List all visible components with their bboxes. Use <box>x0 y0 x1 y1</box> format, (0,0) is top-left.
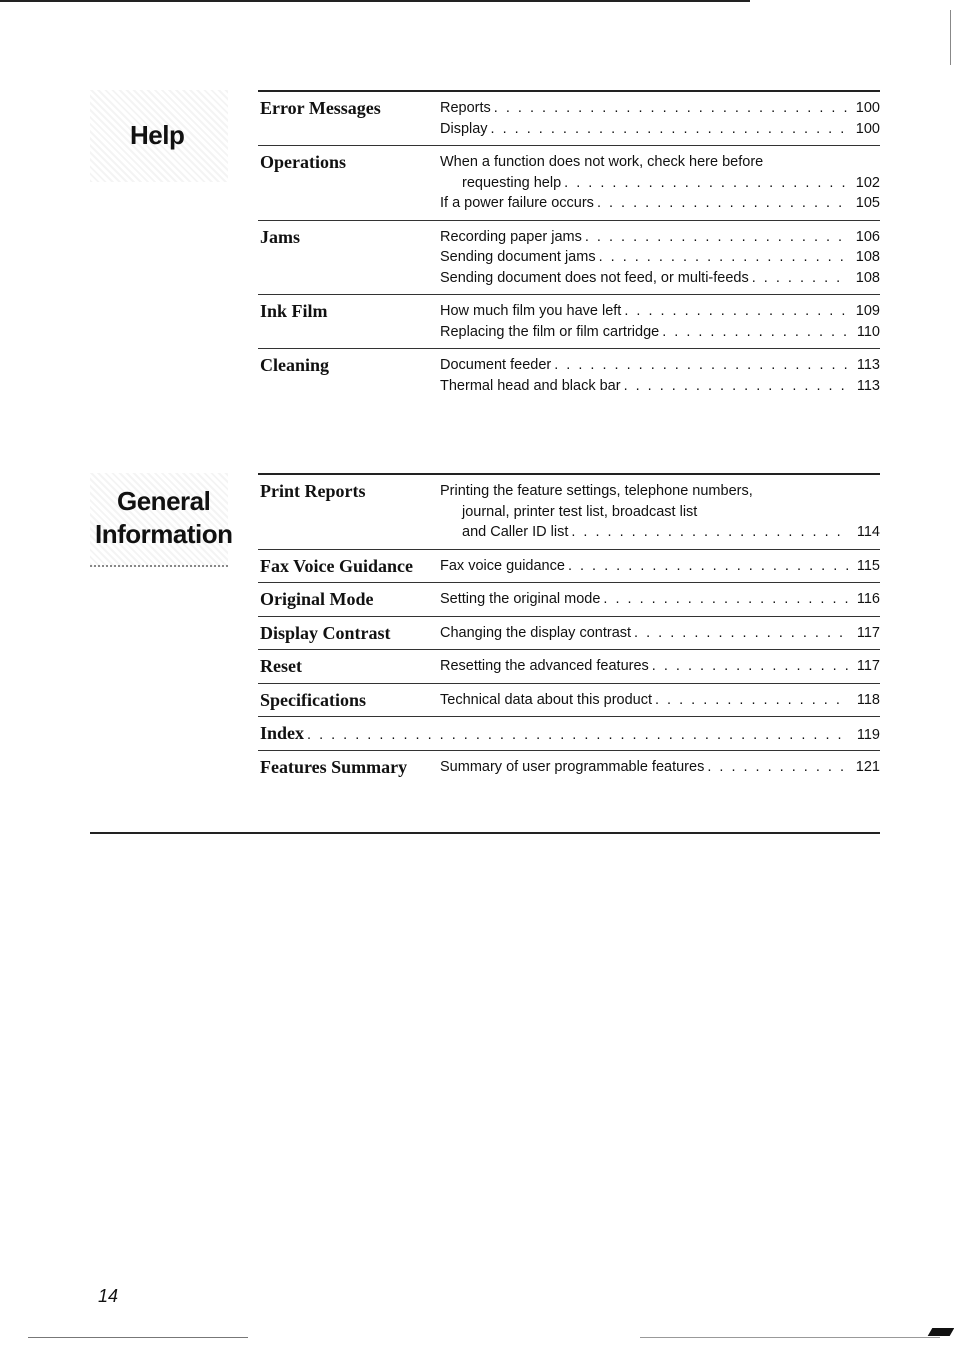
dot-leader <box>599 247 849 268</box>
toc-entry-text: Replacing the film or film cartridge <box>440 323 660 340</box>
toc-entries <box>440 751 880 784</box>
margin-mark <box>950 10 951 65</box>
page-ref: 100 <box>855 100 880 116</box>
toc-row <box>258 583 880 617</box>
toc-entry-text: Sending document does not feed, or multi-feeds <box>440 269 749 286</box>
toc-entry-text: How much film you have left <box>440 303 622 319</box>
toc-entries <box>440 475 880 549</box>
toc-topic: Jams <box>260 226 300 247</box>
toc-row <box>258 295 880 349</box>
dot-leader <box>554 355 849 376</box>
page-ref: 106 <box>855 228 880 245</box>
toc-topic: Error Messages <box>260 98 381 118</box>
badge-line-information: Information <box>95 519 233 549</box>
index-entry <box>258 717 880 750</box>
toc-row <box>258 617 880 651</box>
page-ref: 110 <box>856 323 880 340</box>
help-badge <box>90 90 228 182</box>
toc-entry <box>440 119 880 140</box>
page-ref: 116 <box>856 591 880 607</box>
dot-leader <box>662 322 849 343</box>
toc-topic: Print Reports <box>260 481 366 501</box>
toc-entry-text: When a function does not work, check here before <box>440 154 764 170</box>
general-information-contents-table <box>258 473 880 784</box>
page-ref: 117 <box>856 624 880 641</box>
footer-rule-left <box>28 1337 248 1338</box>
toc-topic: Cleaning <box>260 355 330 375</box>
toc-entries <box>440 146 880 220</box>
dot-leader <box>707 757 849 778</box>
help-contents-table <box>258 90 880 402</box>
toc-entry-text: Document feeder <box>440 357 552 373</box>
page-ref: 115 <box>856 557 880 574</box>
general-information-badge <box>90 473 233 567</box>
toc-entry <box>440 623 880 644</box>
toc-row <box>258 684 880 718</box>
dot-leader <box>652 656 849 677</box>
page-ref: 102 <box>855 174 880 191</box>
toc-entry <box>440 247 880 268</box>
toc-entry <box>440 589 880 610</box>
toc-topic: Operations <box>260 152 347 172</box>
dot-leader <box>624 376 849 397</box>
toc-entry-text: and Caller ID list <box>462 524 569 540</box>
toc-entry-text: If a power failure occurs <box>440 195 594 211</box>
page-ref: 113 <box>856 377 880 394</box>
toc-entry <box>440 376 880 397</box>
toc-entry <box>440 355 880 376</box>
dot-leader <box>564 173 849 194</box>
dot-leader <box>597 193 849 214</box>
toc-row <box>258 146 880 221</box>
page-ref: 114 <box>856 524 880 540</box>
toc-entries <box>440 221 880 295</box>
toc-topic: Fax Voice Guidance <box>260 555 414 576</box>
toc-row <box>258 717 880 751</box>
page-ref: 121 <box>855 759 880 775</box>
toc-entry-text: Setting the original mode <box>440 591 601 607</box>
dot-leader <box>568 556 849 577</box>
toc-entry <box>440 173 880 194</box>
toc-entry-text: Sending document jams <box>440 249 596 265</box>
badge-line-general: General <box>117 486 211 516</box>
toc-entry <box>440 322 880 343</box>
toc-entries <box>440 295 880 348</box>
toc-entry <box>440 656 880 677</box>
page-ref: 105 <box>855 195 880 211</box>
toc-entry <box>440 556 880 577</box>
toc-entry-text: Technical data about this product <box>440 691 652 708</box>
toc-row <box>258 221 880 296</box>
toc-topic: Specifications <box>260 689 366 710</box>
toc-row <box>258 349 880 402</box>
page-ref: 108 <box>855 249 880 265</box>
dot-leader <box>494 98 849 119</box>
toc-entry-text: Resetting the advanced features <box>440 658 649 674</box>
dot-leader <box>603 589 849 610</box>
toc-entries <box>440 650 880 683</box>
toc-entries <box>440 583 880 616</box>
toc-entries <box>440 684 880 717</box>
toc-topic: Features Summary <box>260 757 408 777</box>
page-number: 14 <box>98 1286 119 1306</box>
toc-entry-text: Summary of user programmable features <box>440 759 705 775</box>
page-ref: 109 <box>855 303 880 319</box>
toc-row <box>258 650 880 684</box>
help-badge-label: Help <box>130 120 185 150</box>
toc-row <box>258 475 880 550</box>
dot-leader <box>585 227 849 248</box>
top-rule <box>0 0 750 2</box>
page-ref: 100 <box>855 120 880 137</box>
page-ref: 117 <box>856 658 880 674</box>
corner-mark <box>928 1328 954 1336</box>
toc-topic: Original Mode <box>260 589 374 609</box>
page-ref: 118 <box>856 691 880 708</box>
dot-leader <box>752 268 849 289</box>
toc-entry-text: Reports <box>440 100 491 116</box>
dot-leader <box>307 727 849 743</box>
toc-entry-text: Recording paper jams <box>440 228 582 245</box>
page-ref: 113 <box>856 357 880 373</box>
toc-entries <box>440 92 880 145</box>
dot-leader <box>571 522 849 543</box>
toc-entry <box>440 268 880 289</box>
page-ref: 119 <box>856 727 880 743</box>
toc-row <box>258 92 880 146</box>
toc-entry <box>440 193 880 214</box>
toc-entry-text: Display <box>440 120 488 137</box>
toc-entry <box>440 690 880 711</box>
toc-entry-text: Fax voice guidance <box>440 557 565 574</box>
toc-entry <box>440 227 880 248</box>
toc-entries <box>440 349 880 402</box>
toc-entry <box>440 98 880 119</box>
toc-topic: Index <box>260 723 305 743</box>
dot-leader <box>491 119 849 140</box>
toc-entry-text: Printing the feature settings, telephone numbers, <box>440 483 753 499</box>
toc-entries <box>440 617 880 650</box>
toc-entry <box>440 301 880 322</box>
toc-entry-text: requesting help <box>462 174 562 191</box>
toc-entry <box>440 522 880 543</box>
dot-leader <box>655 690 849 711</box>
toc-entry-text: journal, printer test list, broadcast list <box>462 503 698 520</box>
bottom-rule <box>90 832 880 834</box>
dot-leader <box>624 301 849 322</box>
toc-entry <box>440 757 880 778</box>
footer-rule-right <box>640 1337 940 1338</box>
toc-topic: Ink Film <box>260 301 328 321</box>
dot-leader <box>634 623 849 644</box>
toc-entry-text: Thermal head and black bar <box>440 377 621 394</box>
toc-topic: Reset <box>260 656 302 676</box>
toc-topic: Display Contrast <box>260 622 391 643</box>
toc-row <box>258 751 880 784</box>
toc-row <box>258 550 880 584</box>
page-ref: 108 <box>855 269 880 286</box>
toc-entry-text: Changing the display contrast <box>440 624 632 641</box>
toc-entries <box>440 550 880 583</box>
